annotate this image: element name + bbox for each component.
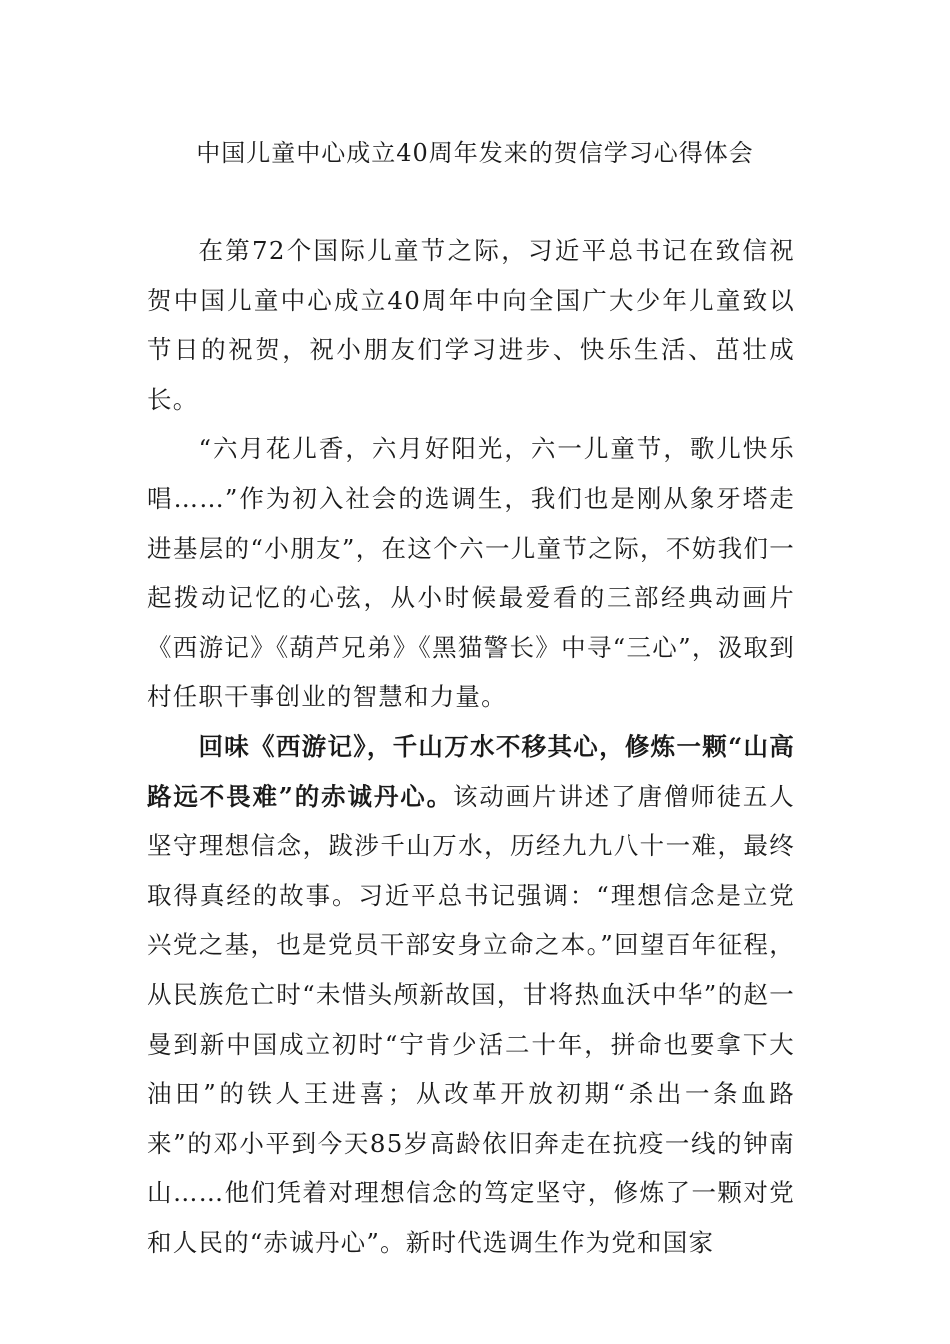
- paragraph-1-text: 在第72个国际儿童节之际，习近平总书记在致信祝贺中国儿童中心成立40周年中向全国广大少年儿童致以节日的祝贺，祝小朋友们学习进步、快乐生活、茁壮成长。: [147, 236, 795, 414]
- document-body: [147, 226, 795, 1267]
- paragraph-3-lead: 回味《西游记》，千山万水不移其心，修炼一颗“山高路远不畏难”的赤诚丹心。: [147, 731, 795, 811]
- paragraph-2: [147, 424, 795, 722]
- document-title: 中国儿童中心成立40周年发来的贺信学习心得体会: [196, 139, 754, 167]
- paragraph-3: [147, 722, 795, 1268]
- paragraph-2-text: “六月花儿香，六月好阳光，六一儿童节，歌儿快乐唱……”作为初入社会的选调生，我们也是刚从象牙塔走进基层的“小朋友”，在这个六一儿童节之际，不妨我们一起拨动记忆的心弦，从小时候最爱看的三部经典动画片《西游记》《葫芦兄弟》《黑猫警长》中寻“三心”，汲取到村任职干事创业的智慧和力量。: [147, 434, 795, 712]
- paragraph-3-text: 该动画片讲述了唐僧师徒五人坚守理想信念，跋涉千山万水，历经九九八十一难，最终取得真经的故事。习近平总书记强调：“理想信念是立党兴党之基，也是党员干部安身立命之本。”回望百年征程，从民族危亡时“未惜头颅新故国，甘将热血沃中华”的赵一曼到新中国成立初时“宁肯少活二十年，拼命也要拿下大油田”的铁人王进喜；从改革开放初期“杀出一条血路来”的邓小平到今天85岁高龄依旧奔走在抗疫一线的钟南山……他们凭着对理想信念的笃定坚守，修炼了一颗对党和人民的“赤诚丹心”。新时代选调生作为党和国家: [147, 781, 795, 1257]
- paragraph-1: [147, 226, 795, 424]
